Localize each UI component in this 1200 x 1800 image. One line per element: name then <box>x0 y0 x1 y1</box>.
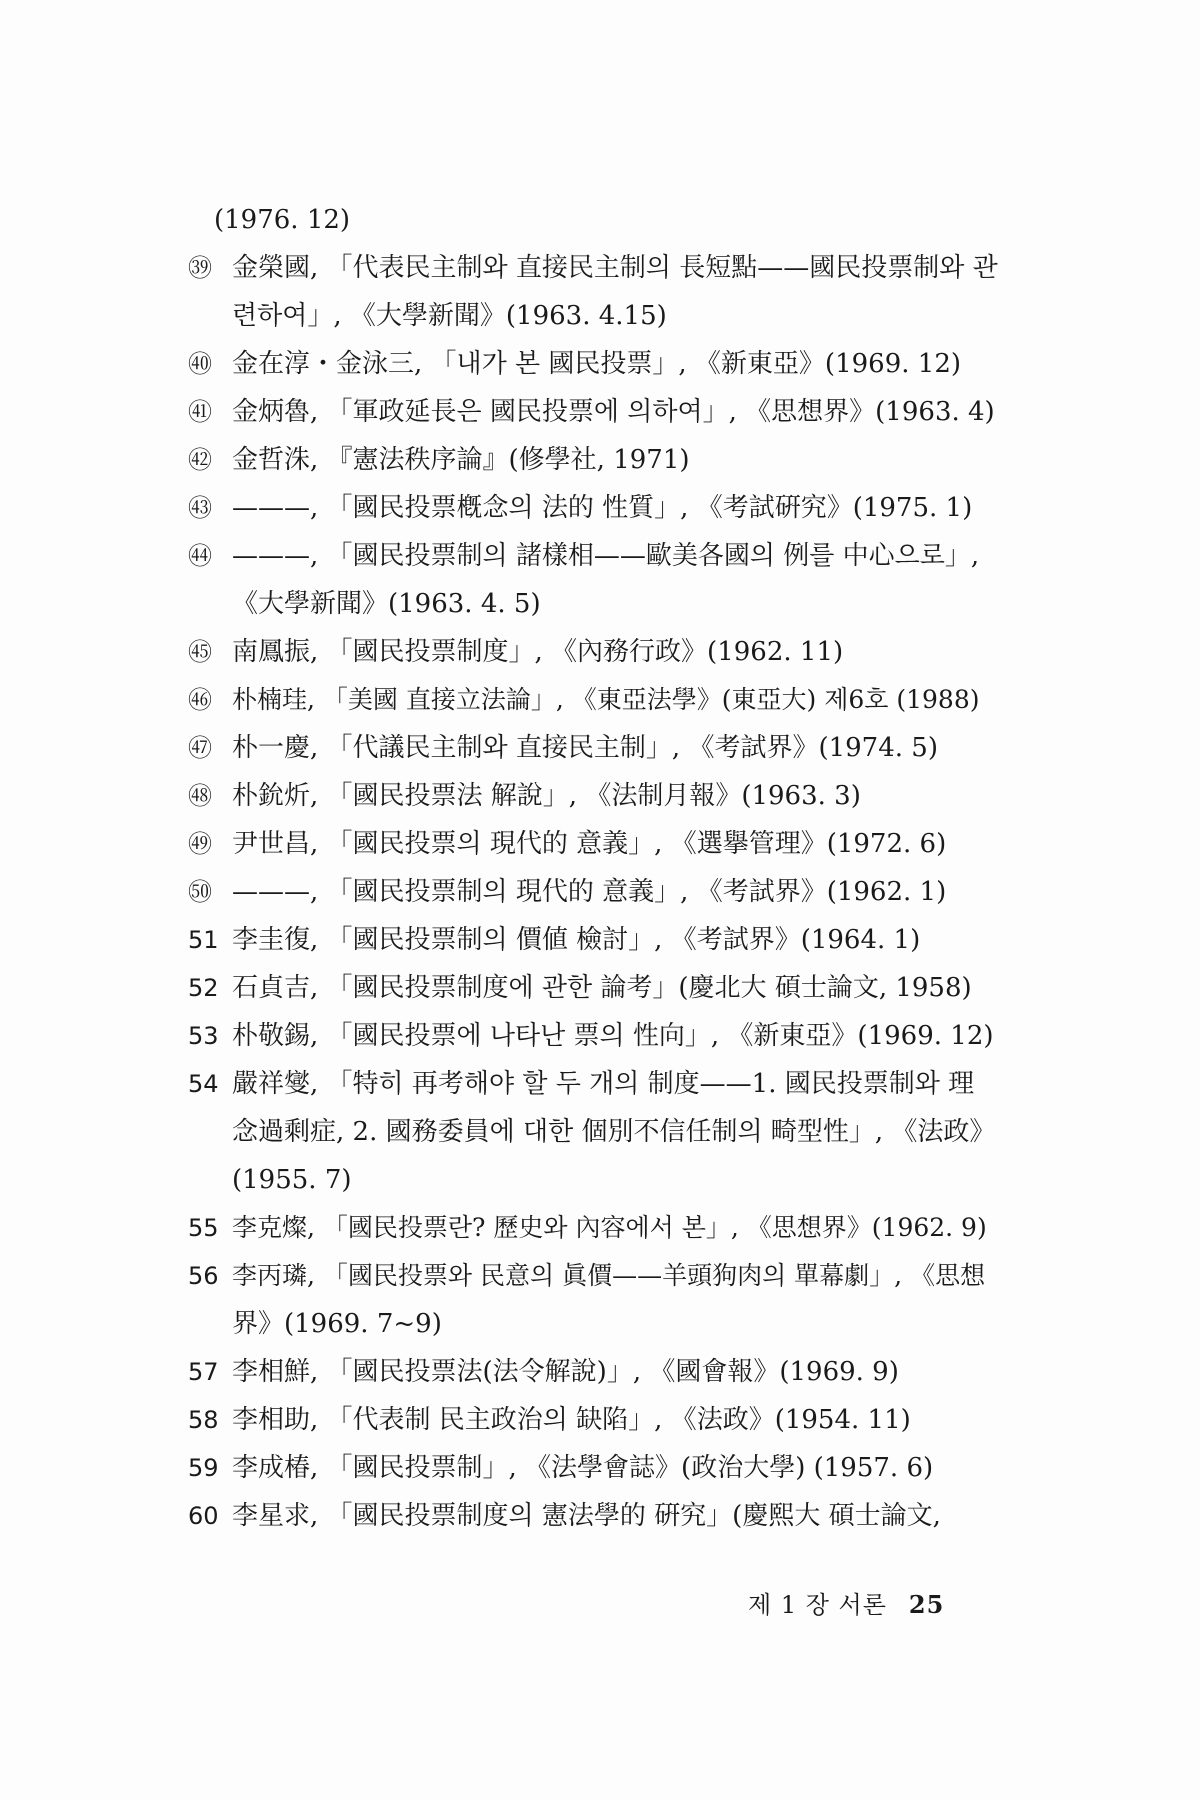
bibliography-entry-continuation <box>188 580 1008 628</box>
entry-number: 59 <box>188 1454 219 1482</box>
entry-text: 朴楠珪, 「美國 直接立法論」, 《東亞法學》(東亞大) 제6호 (1988) <box>232 685 980 714</box>
bibliography-entry-continuation <box>188 1156 1008 1204</box>
bibliography-entry <box>188 1492 1008 1540</box>
entry-text: 련하여」, 《大學新聞》(1963. 4.15) <box>232 301 667 331</box>
entry-number: 51 <box>188 926 219 954</box>
entry-text: 界》(1969. 7~9) <box>232 1309 442 1339</box>
entry-text: ———, 「國民投票制의 現代的 意義」, 《考試界》(1962. 1) <box>232 877 947 907</box>
entry-text: 金哲洙, 『憲法秩序論』(修學社, 1971) <box>232 445 690 475</box>
entry-number: ㊼ <box>188 734 212 762</box>
entry-number: ㊸ <box>188 494 212 522</box>
bibliography-entry <box>188 1204 1008 1252</box>
entry-number: ㊹ <box>188 542 212 570</box>
entry-text: 李相助, 「代表制 民主政治의 缺陷」, 《法政》(1954. 11) <box>232 1405 911 1435</box>
bibliography-entry <box>188 820 1008 868</box>
entry-number: ㊾ <box>188 830 212 858</box>
page-number: 25 <box>908 1590 945 1619</box>
entry-number: 55 <box>188 1214 219 1242</box>
entry-number: ㊴ <box>188 254 212 282</box>
bibliography-entry <box>188 628 1008 676</box>
bibliography-entry <box>188 1060 1008 1108</box>
entry-number: ㊺ <box>188 638 212 666</box>
entry-text: (1976. 12) <box>214 205 351 235</box>
bibliography-entry <box>188 484 1008 532</box>
entry-text: 朴敬錫, 「國民投票에 나타난 票의 性向」, 《新東亞》(1969. 12) <box>232 1021 994 1051</box>
bibliography-entry <box>188 244 1008 292</box>
entry-text: 金榮國, 「代表民主制와 直接民主制의 長短點——國民投票制와 관 <box>232 253 998 283</box>
entry-number: ㊿ <box>188 878 212 906</box>
entry-number: ㊽ <box>188 782 212 810</box>
bibliography-entry <box>188 1444 1008 1492</box>
chapter-title: 제 1 장 서론 <box>748 1591 887 1619</box>
entry-text: ———, 「國民投票槪念의 法的 性質」, 《考試硏究》(1975. 1) <box>232 493 973 523</box>
entry-text: 《大學新聞》(1963. 4. 5) <box>232 589 541 619</box>
entry-text: 李星求, 「國民投票制度의 憲法學的 硏究」(慶熙大 碩士論文, <box>232 1501 941 1531</box>
entry-text: 朴鈗炘, 「國民投票法 解說」, 《法制月報》(1963. 3) <box>232 781 861 811</box>
bibliography-entry <box>188 676 1008 724</box>
entry-text: 金炳魯, 「軍政延長은 國民投票에 의하여」, 《思想界》(1963. 4) <box>232 397 995 427</box>
entry-text: 尹世昌, 「國民投票의 現代的 意義」, 《選擧管理》(1972. 6) <box>232 829 947 859</box>
bibliography-list <box>188 196 1008 1540</box>
entry-text: 金在淳・金泳三, 「내가 본 國民投票」, 《新東亞》(1969. 12) <box>232 349 962 379</box>
entry-number: ㊻ <box>188 686 212 714</box>
entry-number: 52 <box>188 974 219 1002</box>
bibliography-entry <box>188 964 1008 1012</box>
entry-text: 朴一慶, 「代議民主制와 直接民主制」, 《考試界》(1974. 5) <box>232 733 938 763</box>
bibliography-entry-continuation <box>188 1108 1008 1156</box>
entry-number: 56 <box>188 1262 219 1290</box>
bibliography-entry <box>188 916 1008 964</box>
bibliography-entry-continuation <box>188 292 1008 340</box>
entry-text: 石貞吉, 「國民投票制度에 관한 論考」(慶北大 碩士論文, 1958) <box>232 973 972 1003</box>
entry-text: 李成椿, 「國民投票制」, 《法學會誌》(政治大學) (1957. 6) <box>232 1453 934 1483</box>
entry-text: 李圭復, 「國民投票制의 價値 檢討」, 《考試界》(1964. 1) <box>232 925 921 955</box>
entry-number: ㊵ <box>188 350 212 378</box>
page-footer <box>748 1585 944 1620</box>
bibliography-entry <box>188 340 1008 388</box>
bibliography-entry <box>188 772 1008 820</box>
entry-number: ㊶ <box>188 398 212 426</box>
entry-text: 李相鮮, 「國民投票法(法令解說)」, 《國會報》(1969. 9) <box>232 1357 899 1387</box>
entry-number: 57 <box>188 1358 219 1386</box>
bibliography-entry <box>188 436 1008 484</box>
bibliography-entry <box>188 532 1008 580</box>
entry-text: 嚴祥燮, 「特히 再考해야 할 두 개의 制度——1. 國民投票制와 理 <box>232 1069 975 1099</box>
bibliography-entry-continuation <box>188 196 1008 244</box>
entry-number: 58 <box>188 1406 219 1434</box>
bibliography-entry <box>188 1252 1008 1300</box>
bibliography-entry <box>188 724 1008 772</box>
entry-text: ———, 「國民投票制의 諸樣相——歐美各國의 例를 中心으로」, <box>232 541 980 571</box>
bibliography-entry <box>188 868 1008 916</box>
entry-number: 53 <box>188 1022 219 1050</box>
entry-text: 李克燦, 「國民投票란? 歷史와 內容에서 본」, 《思想界》(1962. 9) <box>232 1213 987 1242</box>
bibliography-entry <box>188 1396 1008 1444</box>
entry-text: (1955. 7) <box>232 1165 352 1195</box>
entry-text: 南鳳振, 「國民投票制度」, 《內務行政》(1962. 11) <box>232 637 844 667</box>
bibliography-entry-continuation <box>188 1300 1008 1348</box>
bibliography-entry <box>188 388 1008 436</box>
entry-number: 54 <box>188 1070 219 1098</box>
bibliography-entry <box>188 1012 1008 1060</box>
entry-number: ㊷ <box>188 446 212 474</box>
entry-text: 念過剩症, 2. 國務委員에 대한 個別不信任制의 畸型性」, 《法政》 <box>232 1117 996 1147</box>
entry-number: 60 <box>188 1502 219 1530</box>
bibliography-entry <box>188 1348 1008 1396</box>
entry-text: 李丙璘, 「國民投票와 民意의 眞價——羊頭狗肉의 單幕劇」, 《思想 <box>232 1261 986 1290</box>
